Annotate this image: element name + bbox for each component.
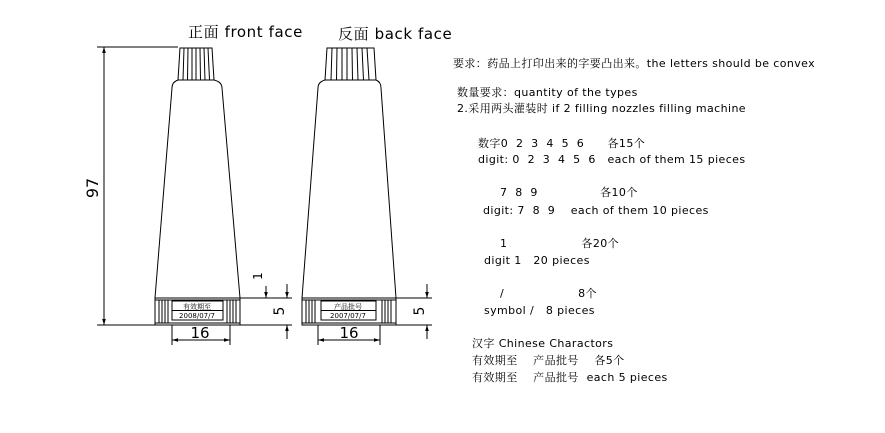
chinese-characters-en: 有效期至 产品批号 each 5 pieces xyxy=(472,371,668,384)
back-band-top-label: 产品批号 xyxy=(334,303,362,311)
digit1-cn: 1 各20个 xyxy=(500,237,620,250)
digits-group1-cn: 数字0 2 3 4 5 6 各15个 xyxy=(478,137,646,150)
back-tube xyxy=(302,48,396,325)
front-width-label: 16 xyxy=(190,324,210,342)
digits-group2-en: digit: 7 8 9 each of them 10 pieces xyxy=(483,204,709,217)
front-face-title: 正面 front face xyxy=(188,23,303,41)
front-tube xyxy=(155,48,240,325)
quantity-note: 数量要求：quantity of the types xyxy=(457,86,638,99)
gap-dimension-label: 1 xyxy=(251,272,265,280)
back-face-title: 反面 back face xyxy=(338,25,453,43)
back-cap xyxy=(325,48,376,80)
back-width-label: 16 xyxy=(339,324,359,342)
back-band-bottom-label: 2007/07/7 xyxy=(330,312,366,320)
back-body xyxy=(302,80,396,298)
front-band-top-label: 有效期至 xyxy=(183,303,211,311)
digits-group1-en: digit: 0 2 3 4 5 6 each of them 15 pieces xyxy=(478,153,746,166)
front-band-bottom-label: 2008/07/7 xyxy=(179,312,215,320)
digit1-en: digit 1 20 pieces xyxy=(484,254,590,267)
height-dimension xyxy=(97,47,178,325)
digits-group2-cn: 7 8 9 各10个 xyxy=(500,186,638,199)
back-band-label: 5 xyxy=(412,306,428,316)
chinese-characters-cn: 有效期至 产品批号 各5个 xyxy=(472,354,625,367)
requirement-note: 要求：药品上打印出来的字要凸出来。the letters should be convex xyxy=(453,57,816,70)
height-dimension-label: 97 xyxy=(83,177,102,199)
filling-note: 2.采用两头灌装时 if 2 filling nozzles filling machine xyxy=(457,102,746,115)
front-body xyxy=(155,80,240,298)
symbol-cn: / 8个 xyxy=(500,287,597,300)
front-band-label: 5 xyxy=(272,306,288,316)
front-cap xyxy=(178,48,214,80)
chinese-characters-note: 汉字 Chinese Charactors xyxy=(472,337,614,350)
symbol-en: symbol / 8 pieces xyxy=(484,304,595,317)
